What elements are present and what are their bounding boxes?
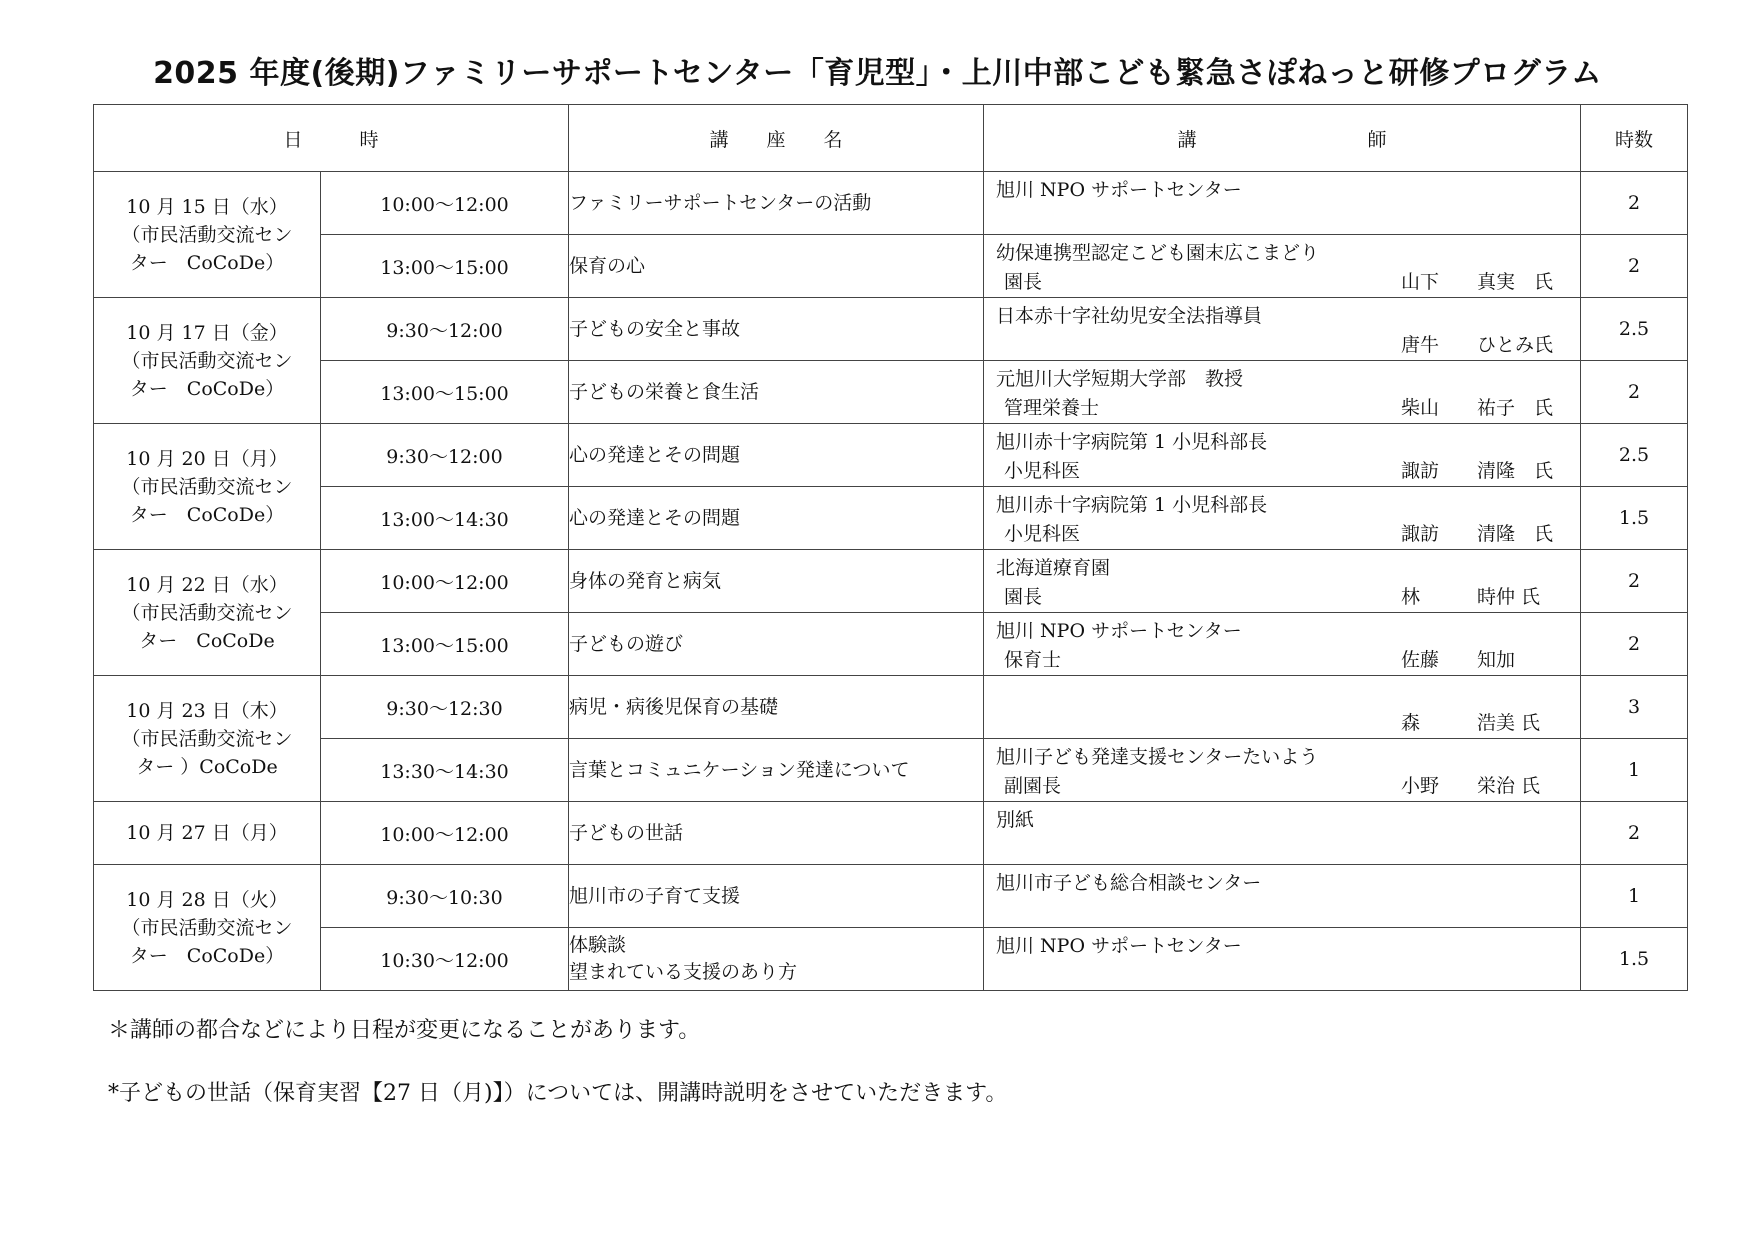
table-row xyxy=(94,298,1688,361)
table-row xyxy=(94,424,1688,487)
note-schedule-change: ＊講師の都合などにより日程が変更になることがあります。 xyxy=(108,1018,701,1043)
course-name xyxy=(569,172,984,235)
session-hours: 2 xyxy=(1581,172,1688,235)
course-line: 旭川市の子育て支援 xyxy=(569,884,741,907)
course-name xyxy=(569,613,984,676)
course-name xyxy=(569,487,984,550)
lecturer-name: 小野 栄治 氏 xyxy=(1401,775,1541,797)
lecturer xyxy=(984,676,1581,739)
course-name xyxy=(569,361,984,424)
table-row xyxy=(94,928,1688,991)
lecturer-name: 佐藤 知加 xyxy=(1401,649,1516,671)
session-hours: 1 xyxy=(1581,739,1688,802)
session-time: 13:00～14:30 xyxy=(321,487,569,550)
course-name xyxy=(569,802,984,865)
header-hours: 時数 xyxy=(1581,105,1688,172)
lecturer xyxy=(984,424,1581,487)
date-line: 10 月 20 日（月） xyxy=(126,447,288,470)
course-name xyxy=(569,865,984,928)
session-hours: 2 xyxy=(1581,361,1688,424)
lecturer-organization: 北海道療育園 xyxy=(996,557,1111,579)
lecturer xyxy=(984,298,1581,361)
lecturer-name: 諏訪 清隆 氏 xyxy=(1401,460,1554,482)
date-line: ター ）CoCoDe xyxy=(136,755,278,778)
lecturer-organization: 日本赤十字社幼児安全法指導員 xyxy=(996,305,1263,327)
date-line: 10 月 17 日（金） xyxy=(126,321,288,344)
lecturer-name: 林 時仲 氏 xyxy=(1401,586,1541,608)
date-line: （市民活動交流セン xyxy=(121,475,293,498)
session-date xyxy=(94,550,321,676)
session-date xyxy=(94,865,321,991)
table-row xyxy=(94,613,1688,676)
header-row xyxy=(94,105,1688,172)
lecturer-organization: 別紙 xyxy=(996,809,1035,831)
lecturer-organization: 幼保連携型認定こども園末広こまどり xyxy=(996,242,1320,264)
course-name xyxy=(569,235,984,298)
date-line: （市民活動交流セン xyxy=(121,223,293,246)
lecturer-position: 園長 xyxy=(1004,271,1043,293)
session-hours: 2.5 xyxy=(1581,424,1688,487)
session-time: 13:30～14:30 xyxy=(321,739,569,802)
course-line: 子どもの安全と事故 xyxy=(569,317,741,340)
session-time: 13:00～15:00 xyxy=(321,361,569,424)
date-line: 10 月 23 日（木） xyxy=(126,699,288,722)
lecturer xyxy=(984,739,1581,802)
date-line: （市民活動交流セン xyxy=(121,601,293,624)
lecturer xyxy=(984,550,1581,613)
date-line: 10 月 22 日（水） xyxy=(126,573,288,596)
session-date xyxy=(94,172,321,298)
date-line: （市民活動交流セン xyxy=(121,349,293,372)
table-row xyxy=(94,550,1688,613)
course-line: ファミリーサポートセンターの活動 xyxy=(569,191,872,214)
session-date xyxy=(94,676,321,802)
lecturer-position: 小児科医 xyxy=(1004,523,1081,545)
session-time: 9:30～10:30 xyxy=(321,865,569,928)
table-row xyxy=(94,487,1688,550)
table-row xyxy=(94,172,1688,235)
header-datetime: 日 時 xyxy=(94,105,569,172)
session-date xyxy=(94,424,321,550)
lecturer xyxy=(984,613,1581,676)
session-hours: 2 xyxy=(1581,235,1688,298)
page-title: 2025 年度(後期)ファミリーサポートセンター「育児型」・上川中部こども緊急さぽねっと研修プログラム xyxy=(153,56,1602,91)
lecturer xyxy=(984,487,1581,550)
session-time: 13:00～15:00 xyxy=(321,235,569,298)
course-line: 心の発達とその問題 xyxy=(569,506,741,529)
date-line: 10 月 28 日（火） xyxy=(126,888,288,911)
course-line: 保育の心 xyxy=(569,254,646,277)
table-row xyxy=(94,361,1688,424)
date-line: 10 月 27 日（月） xyxy=(126,822,288,844)
session-date xyxy=(94,802,321,865)
schedule-table xyxy=(93,104,1688,991)
course-line: 子どもの世話 xyxy=(569,821,684,844)
table-row xyxy=(94,676,1688,739)
course-name xyxy=(569,676,984,739)
lecturer-position: 副園長 xyxy=(1004,775,1062,797)
lecturer-organization: 旭川子ども発達支援センターたいよう xyxy=(996,746,1319,768)
lecturer-name: 森 浩美 氏 xyxy=(1401,712,1541,734)
lecturer-name: 山下 真実 氏 xyxy=(1401,271,1554,293)
lecturer-position: 小児科医 xyxy=(1004,460,1081,482)
course-line: 体験談 xyxy=(569,934,627,956)
note-childcare: *子どもの世話（保育実習【27 日（月)】）については、開講時説明をさせていただきます。 xyxy=(108,1081,1008,1106)
course-line: 子どもの栄養と食生活 xyxy=(569,380,760,403)
session-time: 9:30～12:30 xyxy=(321,676,569,739)
lecturer xyxy=(984,235,1581,298)
lecturer-name: 柴山 祐子 氏 xyxy=(1401,397,1554,419)
course-line: 子どもの遊び xyxy=(569,632,684,655)
course-line: 言葉とコミュニケーション発達について xyxy=(569,758,910,781)
course-name xyxy=(569,928,984,991)
course-line: 望まれている支援のあり方 xyxy=(569,961,798,983)
date-line: ター CoCoDe xyxy=(139,629,275,652)
session-time: 10:00～12:00 xyxy=(321,172,569,235)
lecturer-position: 保育士 xyxy=(1004,649,1062,671)
date-line: （市民活動交流セン xyxy=(121,916,293,939)
course-line: 心の発達とその問題 xyxy=(569,443,741,466)
lecturer-organization: 元旭川大学短期大学部 教授 xyxy=(996,368,1244,390)
session-date xyxy=(94,298,321,424)
lecturer-organization: 旭川 NPO サポートセンター xyxy=(996,179,1242,201)
header-lecturer: 講 師 xyxy=(984,105,1581,172)
table-row xyxy=(94,802,1688,865)
date-line: ター CoCoDe） xyxy=(129,503,285,526)
date-line: ター CoCoDe） xyxy=(129,377,285,400)
course-name xyxy=(569,298,984,361)
session-time: 10:30～12:00 xyxy=(321,928,569,991)
course-name xyxy=(569,424,984,487)
lecturer-organization: 旭川赤十字病院第 1 小児科部長 xyxy=(996,494,1268,516)
session-time: 9:30～12:00 xyxy=(321,298,569,361)
table-row xyxy=(94,739,1688,802)
session-hours: 1.5 xyxy=(1581,487,1688,550)
session-time: 9:30～12:00 xyxy=(321,424,569,487)
header-course: 講 座 名 xyxy=(569,105,984,172)
session-hours: 2 xyxy=(1581,613,1688,676)
course-line: 病児・病後児保育の基礎 xyxy=(569,695,779,718)
date-line: （市民活動交流セン xyxy=(121,727,293,750)
session-hours: 2 xyxy=(1581,550,1688,613)
lecturer xyxy=(984,865,1581,928)
session-hours: 1.5 xyxy=(1581,928,1688,991)
session-hours: 3 xyxy=(1581,676,1688,739)
lecturer-organization: 旭川 NPO サポートセンター xyxy=(996,620,1242,642)
table-row xyxy=(94,235,1688,298)
course-name xyxy=(569,739,984,802)
date-line: 10 月 15 日（水） xyxy=(126,195,288,218)
lecturer xyxy=(984,172,1581,235)
session-hours: 2 xyxy=(1581,802,1688,865)
date-line: ター CoCoDe） xyxy=(129,251,285,274)
lecturer-name: 諏訪 清隆 氏 xyxy=(1401,523,1554,545)
lecturer xyxy=(984,928,1581,991)
session-time: 10:00～12:00 xyxy=(321,802,569,865)
lecturer-position: 園長 xyxy=(1004,586,1043,608)
table-row xyxy=(94,865,1688,928)
lecturer-organization: 旭川赤十字病院第 1 小児科部長 xyxy=(996,431,1268,453)
lecturer-position: 管理栄養士 xyxy=(1004,397,1100,419)
date-line: ター CoCoDe） xyxy=(129,944,285,967)
lecturer-organization: 旭川 NPO サポートセンター xyxy=(996,935,1242,957)
course-name xyxy=(569,550,984,613)
course-line: 身体の発育と病気 xyxy=(569,569,722,592)
session-time: 13:00～15:00 xyxy=(321,613,569,676)
session-hours: 1 xyxy=(1581,865,1688,928)
lecturer-name: 唐牛 ひとみ氏 xyxy=(1401,334,1554,356)
schedule-body xyxy=(94,172,1688,991)
session-hours: 2.5 xyxy=(1581,298,1688,361)
session-time: 10:00～12:00 xyxy=(321,550,569,613)
lecturer xyxy=(984,802,1581,865)
lecturer-organization: 旭川市子ども総合相談センター xyxy=(996,872,1262,894)
lecturer xyxy=(984,361,1581,424)
